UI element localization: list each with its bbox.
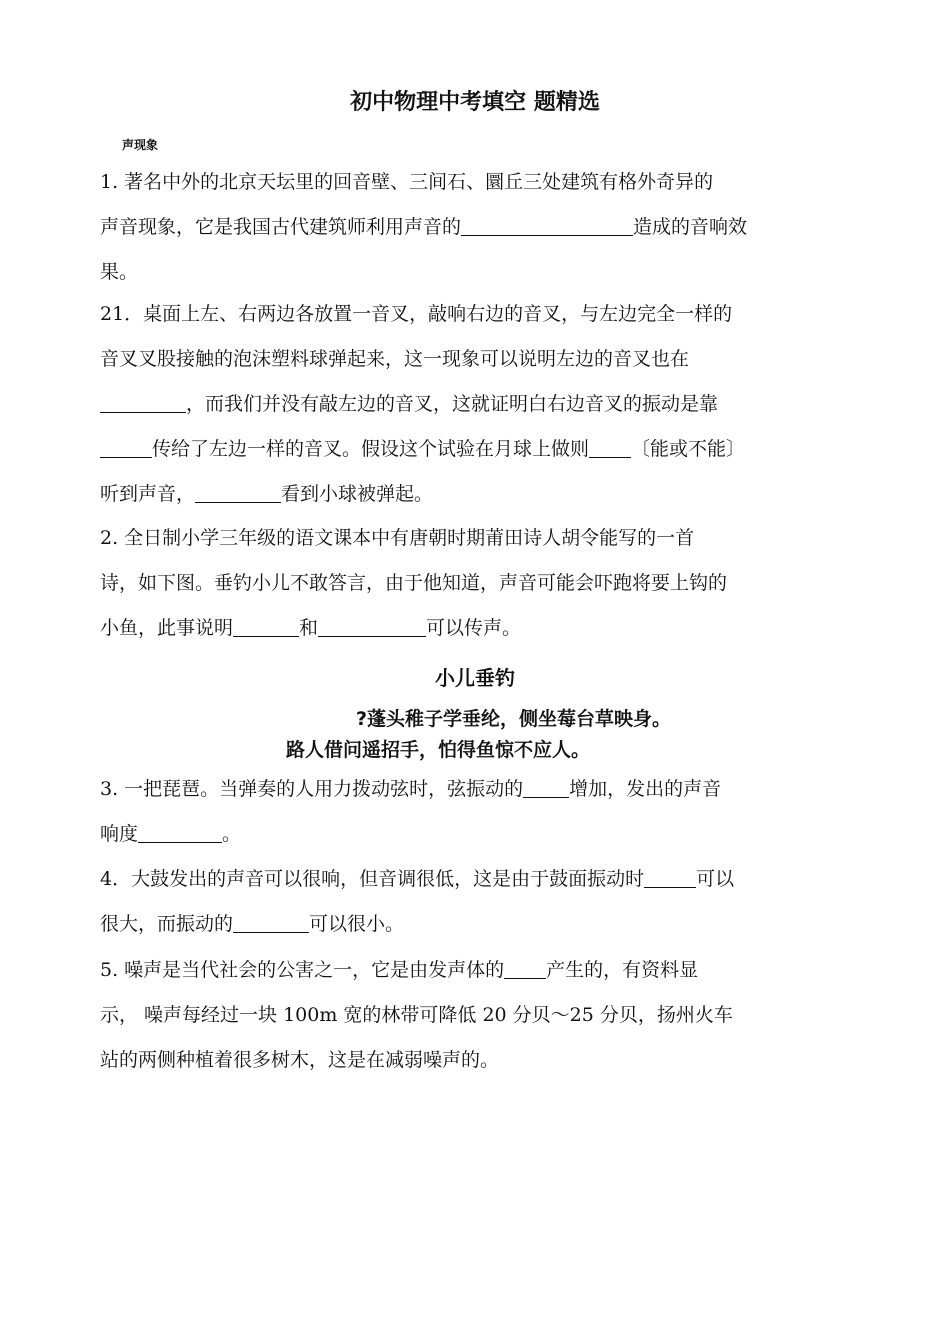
- answer-blank[interactable]: [318, 616, 426, 637]
- question-5-line-1: [100, 948, 850, 993]
- question-2-text-b: 和: [299, 617, 319, 639]
- question-21-text-c: ，而我们并没有敲左边的音叉，这就证明白右边音叉的振动是靠: [186, 393, 719, 415]
- question-2-line-1: 2. 全日制小学三年级的语文课本中有唐朝时期莆田诗人胡令能写的一首: [100, 527, 695, 549]
- question-2-line-2: 诗，如下图。垂钓小儿不敢答言，由于他知道，声音可能会吓跑将要上钩的: [100, 572, 728, 594]
- answer-blank[interactable]: [100, 392, 186, 413]
- question-2-text-a: 小鱼，此事说明: [100, 617, 234, 639]
- question-21-line-5: [100, 472, 850, 517]
- answer-blank[interactable]: [138, 822, 222, 843]
- answer-blank[interactable]: [195, 482, 281, 503]
- question-1-line-3: 果。: [100, 261, 139, 283]
- question-3-text-b: 增加，发出的声音: [569, 778, 722, 800]
- answer-blank[interactable]: [100, 437, 152, 458]
- poem-line-1: ?蓬头稚子学垂纶，侧坐莓台草映身。: [356, 708, 672, 730]
- question-1-text-a: 声音现象，它是我国古代建筑师利用声音的: [100, 216, 462, 238]
- question-5-line-3: 站的两侧种植着很多树木，这是在减弱噪声的。: [100, 1049, 500, 1071]
- question-3-line-2: [100, 812, 850, 857]
- question-21-text-e: 〔能或不能〕: [631, 438, 746, 460]
- answer-blank[interactable]: [461, 215, 633, 236]
- question-3-text-c: 响度: [100, 823, 139, 845]
- question-2-line-3: [100, 606, 850, 651]
- question-21-line-3: [100, 382, 850, 427]
- question-4-text-b: 可以: [696, 868, 735, 890]
- section-heading: 声现象: [122, 138, 159, 152]
- answer-blank[interactable]: [504, 958, 546, 979]
- question-21-line-4: [100, 427, 850, 472]
- question-21-text-f: 听到声音，: [100, 483, 196, 505]
- answer-blank[interactable]: [523, 777, 569, 798]
- page-title: 初中物理中考填空 题精选: [350, 90, 600, 115]
- question-1-line-1: 1. 著名中外的北京天坛里的回音壁、三间石、圜丘三处建筑有格外奇异的: [100, 171, 714, 193]
- question-2-text-c: 可以传声。: [426, 617, 522, 639]
- answer-blank[interactable]: [644, 867, 696, 888]
- question-1-line-2: [100, 205, 850, 250]
- question-1-text-b: 造成的音响效: [633, 216, 748, 238]
- question-3-line-1: [100, 767, 850, 812]
- question-21-text-d: 传给了左边一样的音叉。假设这个试验在月球上做则: [152, 438, 590, 460]
- question-4-line-1: [100, 857, 850, 902]
- answer-blank[interactable]: [233, 912, 309, 933]
- question-21-line-1: 21．桌面上左、右两边各放置一音叉，敲响右边的音叉，与左边完全一样的: [100, 303, 733, 325]
- poem-line-2: 路人借问遥招手，怕得鱼惊不应人。: [286, 739, 591, 761]
- question-1: [100, 160, 850, 295]
- question-5: [100, 948, 850, 1083]
- question-4-text-c: 很大，而振动的: [100, 913, 234, 935]
- question-4-line-2: [100, 902, 850, 947]
- answer-blank[interactable]: [233, 616, 299, 637]
- question-4-text-a: 4．大鼓发出的声音可以很响，但音调很低，这是由于鼓面振动时: [100, 868, 645, 890]
- question-2: [100, 516, 850, 651]
- question-5-text-b: 产生的，有资料显: [546, 959, 699, 981]
- question-5-text-a: 5. 噪声是当代社会的公害之一，它是由发声体的: [100, 959, 505, 981]
- question-3: [100, 767, 850, 857]
- question-21-line-2: 音叉叉股接触的泡沫塑料球弹起来，这一现象可以说明左边的音叉也在: [100, 348, 690, 370]
- poem-title: 小儿垂钓: [435, 666, 515, 690]
- answer-blank[interactable]: [589, 437, 631, 458]
- question-5-line-2: 示， 噪声每经过一块 100m 宽的林带可降低 20 分贝～25 分贝，扬州火车: [100, 1004, 733, 1026]
- question-4: [100, 857, 850, 947]
- question-3-text-a: 3. 一把琵琶。当弹奏的人用力拨动弦时，弦振动的: [100, 778, 524, 800]
- question-3-text-d: 。: [222, 823, 242, 845]
- question-4-text-d: 可以很小。: [309, 913, 405, 935]
- question-21: [100, 292, 850, 517]
- question-21-text-g: 看到小球被弹起。: [281, 483, 434, 505]
